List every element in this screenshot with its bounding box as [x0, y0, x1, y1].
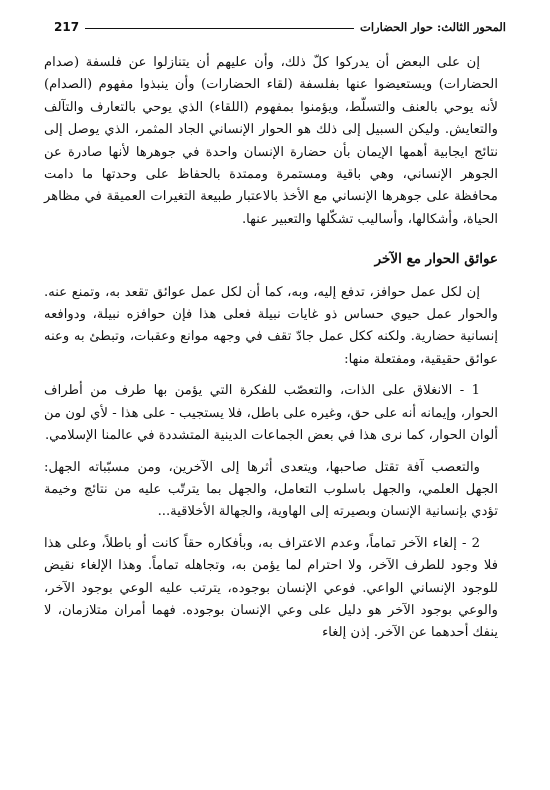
running-header [54, 18, 506, 36]
running-title: المحور الثالث: حوار الحضارات [360, 20, 506, 34]
paragraph-gap [44, 524, 498, 533]
page-body [44, 52, 498, 645]
page-number: 217 [54, 20, 80, 34]
section-heading: عوائق الحوار مع الآخر [374, 251, 498, 268]
header-rule [85, 28, 354, 29]
paragraph-motives-obstacles: إن لكل عمل حوافز، تدفع إليه، وبه، كما أن لكل عمل عوائق تقعد به، وتمنع عنه. والحوار عمل حيوي حساس ذو غايات نبيلة فعلى هذا فإن حوافزه نبيلة، ودوافعه إنسانية حضارية. ولكنه ككل عمل جادّ تقف في وجهه موانع وعقبات، وتبطئ به وعنه عوائق حقيقية، ومفتعلة منها: [44, 284, 498, 367]
paragraph-obstacle-1: 1 - الانغلاق على الذات، والتعصّب للفكرة التي يؤمن بها طرف من أطراف الحوار، وإيمانه أنه على حق، وغيره على باطل، فلا يستجيب - على هذا - لأي لون من ألوان الحوار، كما نرى هذا في بعض الجماعات الدينية المتشددة في عالمنا الإسلامي. [44, 383, 498, 444]
paragraph-fanaticism: والتعصب آفة تقتل صاحبها، ويتعدى أثرها إلى الآخرين، ومن مسبّباته الجهل: الجهل العلمي، والجهل باسلوب التعامل، والجهل بما يترتّب عليه من نتائج وخيمة تؤدي بإنسانية الإنسان وبصيرته إلى الهاوية، والجهالة الأخلاقية... [44, 459, 498, 520]
paragraph-gap [44, 371, 498, 380]
paragraph-gap [44, 448, 498, 457]
paragraph-obstacle-2: 2 - إلغاء الآخر تماماً، وعدم الاعتراف به، وبأفكاره حقاً كانت أو باطلاً، وعلى هذا فلا وجود للطرف الآخر، ولا احترام لما يؤمن به، وتجاهله تماماً. وهذا الإلغاء نقيض للوجود الإنساني الواعي. فوعي الإنسان بوجوده، يترتب عليه الوعي بوجود الآخر، والوعي بوجود الآخر هو دليل على وعي الإنسان بوجوده. فهما أمران متلازمان، لا ينفك أحدهما عن الآخر. إذن إلغاء [44, 535, 498, 641]
paragraph-civilizations-meeting: إن على البعض أن يدركوا كلّ ذلك، وأن عليهم أن يتنازلوا عن فلسفة (صدام الحضارات) ويستعيضوا عنها بفلسفة (لقاء الحضارات) وأن ينبذوا مفهوم (الصدام) لأنه يوحي بالعنف والتسلّط، ويؤمنوا بمفهوم (اللقاء) الذي يوحي بالتعارف والتآلف والتعايش. وليكن السبيل إلى ذلك هو الحوار الإنساني الجاد المثمر، الذي يوصل إلى نتائج ايجابية أهمها الإيمان بأن حضارة الإنسان واحدة في جوهرها لأنها صادرة عن الجوهر الإنساني، وهي باقية ومستمرة وممتدة بالحفاظ على وحدتها ما دامت محافظة على جوهرها الإنساني مع الأخذ بالاعتبار طبيعة التغيرات العميقة في مظاهر الحياة، وأشكالها، وأساليب تشكّلها والتعبير عنها. [44, 55, 498, 227]
